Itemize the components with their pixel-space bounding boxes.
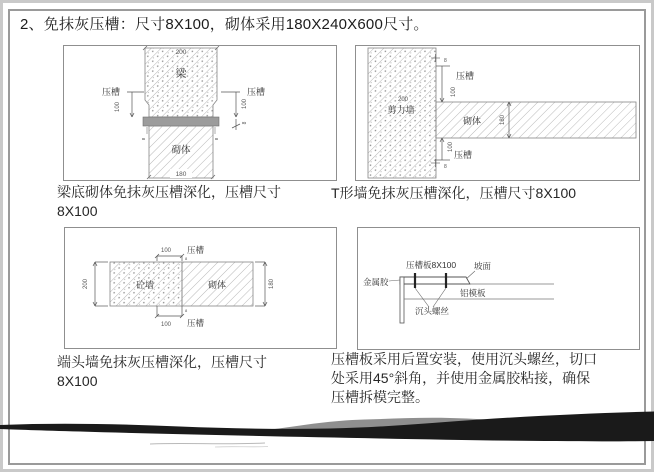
slide-title: 2、免抹灰压槽：尺寸8X100，砌体采用180X240X600尺寸。 bbox=[20, 16, 429, 33]
glue-leader bbox=[389, 280, 400, 281]
depth-top-label: 8 bbox=[444, 58, 447, 64]
caption-end-wall-line1: 端头墙免抹灰压槽深化，压槽尺寸 bbox=[57, 354, 267, 370]
groove-left-label: 压槽 bbox=[101, 87, 121, 97]
figure-groove-plate-diagram bbox=[357, 227, 640, 350]
caption-beam-bottom-line2: 8X100 bbox=[57, 203, 98, 219]
groove-right-label: 压槽 bbox=[246, 87, 266, 97]
right-dim-lines bbox=[255, 262, 267, 306]
masonry-label: 砌体 bbox=[171, 145, 191, 156]
corner-depth-left: 8 bbox=[141, 137, 146, 141]
groove-top-dim-lines bbox=[436, 66, 450, 102]
groove-top-dim: 100 bbox=[160, 248, 172, 254]
figure-beam-bottom-diagram bbox=[63, 45, 337, 181]
ink-faint-swirl-2 bbox=[215, 447, 268, 448]
wall-dim-label: 200 bbox=[397, 97, 409, 103]
groove-top-label: 压槽 bbox=[187, 245, 205, 255]
groove-right-dim-lines bbox=[221, 92, 240, 130]
slope-label: 坡面 bbox=[474, 261, 492, 271]
groove-top-dim: 100 bbox=[451, 86, 457, 98]
plate-label: 压槽板8X100 bbox=[406, 260, 457, 270]
screws-leaders bbox=[415, 288, 446, 307]
figure-end-wall-diagram bbox=[64, 227, 337, 349]
beam-label: 梁 bbox=[175, 68, 187, 80]
groove-bottom-label: 压槽 bbox=[187, 318, 205, 328]
groove-right-dim: 100 bbox=[242, 98, 248, 110]
dim-180-label: 180 bbox=[175, 171, 187, 178]
plate-shape bbox=[400, 277, 470, 284]
left-dim-label: 200 bbox=[83, 278, 89, 290]
left-dim-lines bbox=[93, 262, 108, 306]
t-wall-drawing bbox=[356, 46, 639, 180]
shear-wall-label: 剪力墙 bbox=[387, 105, 415, 115]
groove-bottom-dim: 100 bbox=[448, 141, 454, 153]
end-wall-drawing bbox=[65, 228, 336, 348]
caption-end-wall bbox=[57, 353, 341, 391]
caption-t-wall: T形墙免抹灰压槽深化，压槽尺寸8X100 bbox=[331, 185, 577, 201]
groove-bottom-dim-lines bbox=[155, 306, 184, 318]
leveling-band bbox=[143, 117, 219, 126]
right-dim-label: 180 bbox=[269, 278, 275, 290]
junction-depth-top: 8 bbox=[185, 256, 188, 261]
corner-depth-right: 8 bbox=[214, 137, 219, 141]
beam-bottom-drawing bbox=[64, 46, 336, 180]
masonry-thickness-dim: 180 bbox=[500, 114, 506, 126]
dim-200-label: 200 bbox=[175, 49, 187, 56]
caption-beam-bottom bbox=[57, 183, 341, 221]
junction-depth-bottom: 8 bbox=[185, 308, 188, 313]
figure-t-wall-diagram bbox=[355, 45, 640, 181]
formwork-label: 铝模板 bbox=[460, 288, 486, 298]
concrete-wall-label: 砼墙 bbox=[135, 280, 155, 290]
depth-bottom-label: 8 bbox=[444, 164, 447, 170]
caption-end-wall-line2: 8X100 bbox=[57, 373, 98, 389]
caption-beam-bottom-line1: 梁底砌体免抹灰压槽深化，压槽尺寸 bbox=[57, 184, 281, 200]
groove-left-dim-lines bbox=[127, 92, 144, 117]
glue-label: 金属胶 bbox=[363, 277, 389, 287]
groove-bottom-label: 压槽 bbox=[454, 150, 473, 160]
ink-faint-swirl bbox=[150, 443, 265, 444]
masonry-label: 砌体 bbox=[207, 280, 227, 290]
groove-top-label: 压槽 bbox=[456, 71, 475, 81]
masonry-label: 砌体 bbox=[462, 116, 482, 126]
caption-groove-plate: 压槽板采用后置安装，使用沉头螺丝，切口处采用45°斜角，并使用金属胶粘接，确保压槽拆模完整。 bbox=[331, 351, 597, 405]
screws-label: 沉头螺丝 bbox=[415, 306, 450, 316]
ink-mountains-decoration bbox=[0, 406, 654, 466]
groove-depth-dim: 8 bbox=[242, 121, 248, 125]
groove-top-dim-lines bbox=[155, 254, 184, 261]
beam-shape bbox=[145, 48, 217, 117]
groove-bottom-dim: 100 bbox=[160, 322, 172, 328]
groove-plate-drawing bbox=[358, 228, 639, 349]
groove-left-dim: 100 bbox=[115, 101, 121, 113]
